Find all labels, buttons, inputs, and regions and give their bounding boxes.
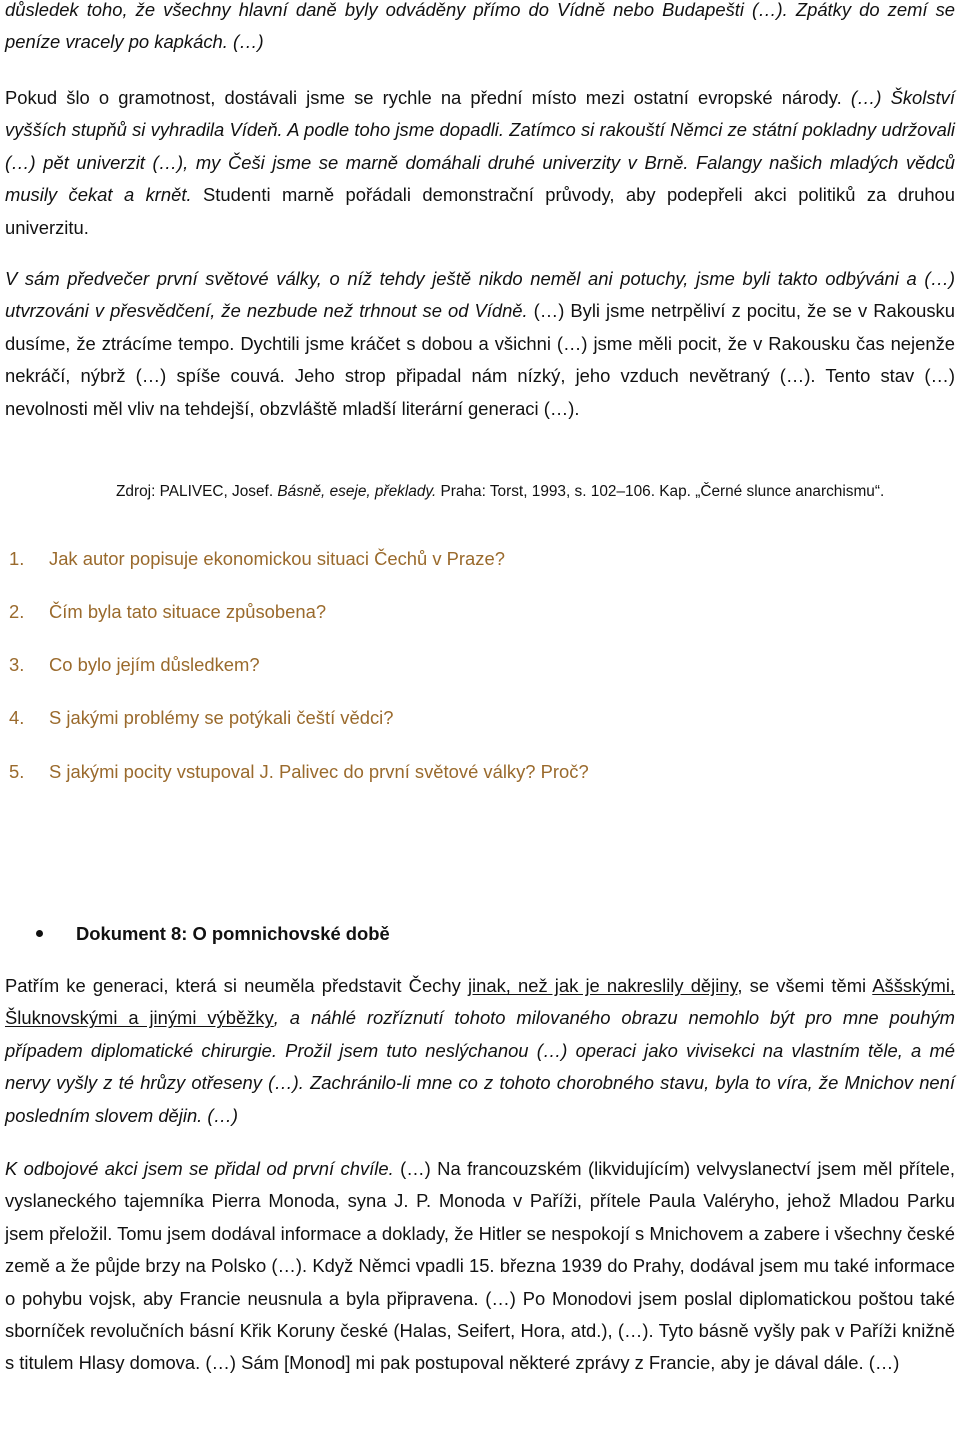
doc7-paragraph-1 [5, 0, 955, 59]
source-citation [116, 480, 884, 504]
question-number: 1. [9, 548, 25, 569]
doc8-paragraph-2 [5, 1153, 955, 1380]
doc8-p2-text-b: (…) Na francouzském (likvidujícím) velvyslanectví jsem měl přítele, vyslaneckého tajemníka Pierra Monoda, syna J. P. Monoda v Paříži, přítele Paula Valéryho, jehož Mladou Parku jsem přeložil. Tomu jsem dodával informace a doklady, že Hitler se nespokojí s Mnichovem a zabere i všechny české země a že půjde brzy na Polsko (…). Když Němci vpadli 15. března 1939 do Prahy, dodával jsem mu také informace o pohybu vojsk, aby Francie neusnula a byla připravena. (…) Po Monodovi jsem poslal diplomatickou poštou také sborníček revolučních básní Křik Koruny české (Halas, Seifert, Hora, atd.), (…). Tyto básně vyšly pak v Paříži knižně s titulem Hlasy domova. (…) Sám [Monod] mi pak postupoval některé zprávy z Francie, aby je dával dále. (…) [5, 1158, 955, 1374]
doc8-heading-text: Dokument 8: O pomnichovské době [76, 923, 390, 944]
source-prefix: Zdroj: PALIVEC, Josef. [116, 483, 278, 500]
question-text: Co bylo jejím důsledkem? [49, 654, 260, 675]
question-2 [9, 599, 326, 625]
doc8-p1-underlined-1: jinak, než jak je nakreslily dějiny [467, 975, 738, 996]
question-text: S jakými problémy se potýkali čeští vědci? [49, 707, 394, 728]
source-title: Básně, eseje, překlady. [277, 483, 437, 500]
question-number: 5. [9, 761, 25, 782]
question-text: Jak autor popisuje ekonomickou situaci Čechů v Praze? [49, 548, 505, 569]
doc8-p1-text-c: , a náhlé rozříznutí tohoto milovaného obrazu nemohlo být pro mne pouhým případem diplomatické chirurgie. [5, 1007, 955, 1061]
doc7-p1-text: důsledek toho, že všechny hlavní daně byly odváděny přímo do Vídně nebo Budapešti (…). Zpátky do zemí se peníze vracely po kapkách. (…) [5, 0, 955, 53]
doc8-heading [36, 921, 390, 947]
question-5 [9, 759, 589, 785]
doc7-p2-text-a: Pokud šlo o gramotnost, dostávali jsme se rychle na přední místo mezi ostatní evropské národy. [5, 87, 851, 108]
doc8-p1-text-a: Patřím ke generaci, která si neuměla představit Čechy [5, 975, 468, 996]
question-1 [9, 546, 505, 572]
doc7-p2-text-b: (…) Školství vyšších stupňů si vyhradila Vídeň. A podle toho jsme dopadli. Zatímco si rakouští Němci ze státní pokladny udržovali (…) pět univerzit (…), my Češi jsme se marně domáhali druhé univerzity v Brně. Falangy našich mladých vědců musily čekat a krnět. [5, 87, 955, 206]
question-text: S jakými pocity vstupoval J. Palivec do první světové války? Proč? [49, 761, 589, 782]
question-number: 3. [9, 654, 25, 675]
doc7-p3-text-a: V sám předvečer první světové války, o níž tehdy ještě nikdo neměl ani potuchy, jsme byli takto odbýváni a (…) utvrzováni v přesvědčení, že nezbude než trhnout se od Vídně. [5, 268, 955, 322]
question-text: Čím byla tato situace způsobena? [49, 601, 327, 622]
doc7-paragraph-2 [5, 82, 955, 244]
doc8-p1-underlined-2: Aššskými, Šluknovskými a jinými výběžky [5, 975, 956, 1029]
source-suffix: Praha: Torst, 1993, s. 102–106. Kap. „Černé slunce anarchismu“. [436, 483, 885, 500]
question-4 [9, 705, 393, 731]
doc7-p2-text-c: Studenti marně pořádali demonstrační průvody, aby podepřeli akci politiků za druhou univerzitu. [5, 184, 956, 238]
bullet-icon [36, 930, 43, 937]
doc8-p1-text-d: Prožil jsem tuto neslýchanou (…) operaci jako vivisekci na vlastním těle, a mé nervy vyšly z té hrůzy otřeseny (…). Zachránilo-li mne co z tohoto chorobného stavu, byla to víra, že Mnichov není posledním slovem dějin. (…) [5, 1039, 955, 1126]
doc8-p1-text-b: , se všemi těmi [737, 975, 873, 996]
question-number: 2. [9, 601, 25, 622]
question-number: 4. [9, 707, 25, 728]
doc7-p3-text-b: (…) Byli jsme netrpěliví z pocitu, že se v Rakousku dusíme, že ztrácíme tempo. Dychtili jsme kráčet s dobou a všichni (…) jsme měli pocit, že v Rakousku čas nejenže nekráčí, nýbrž (…) spíše couvá. Jeho strop připadal nám nízký, jeho vzduch nevětraný (…). Tento stav (…) nevolnosti měl vliv na tehdejší, obzvláště mladší literární generaci (…). [5, 300, 955, 419]
doc8-p2-text-a: K odbojové akci jsem se přidal od první chvíle. [5, 1158, 394, 1179]
doc7-paragraph-3 [5, 263, 955, 425]
doc8-paragraph-1 [5, 970, 955, 1132]
question-3 [9, 652, 260, 678]
